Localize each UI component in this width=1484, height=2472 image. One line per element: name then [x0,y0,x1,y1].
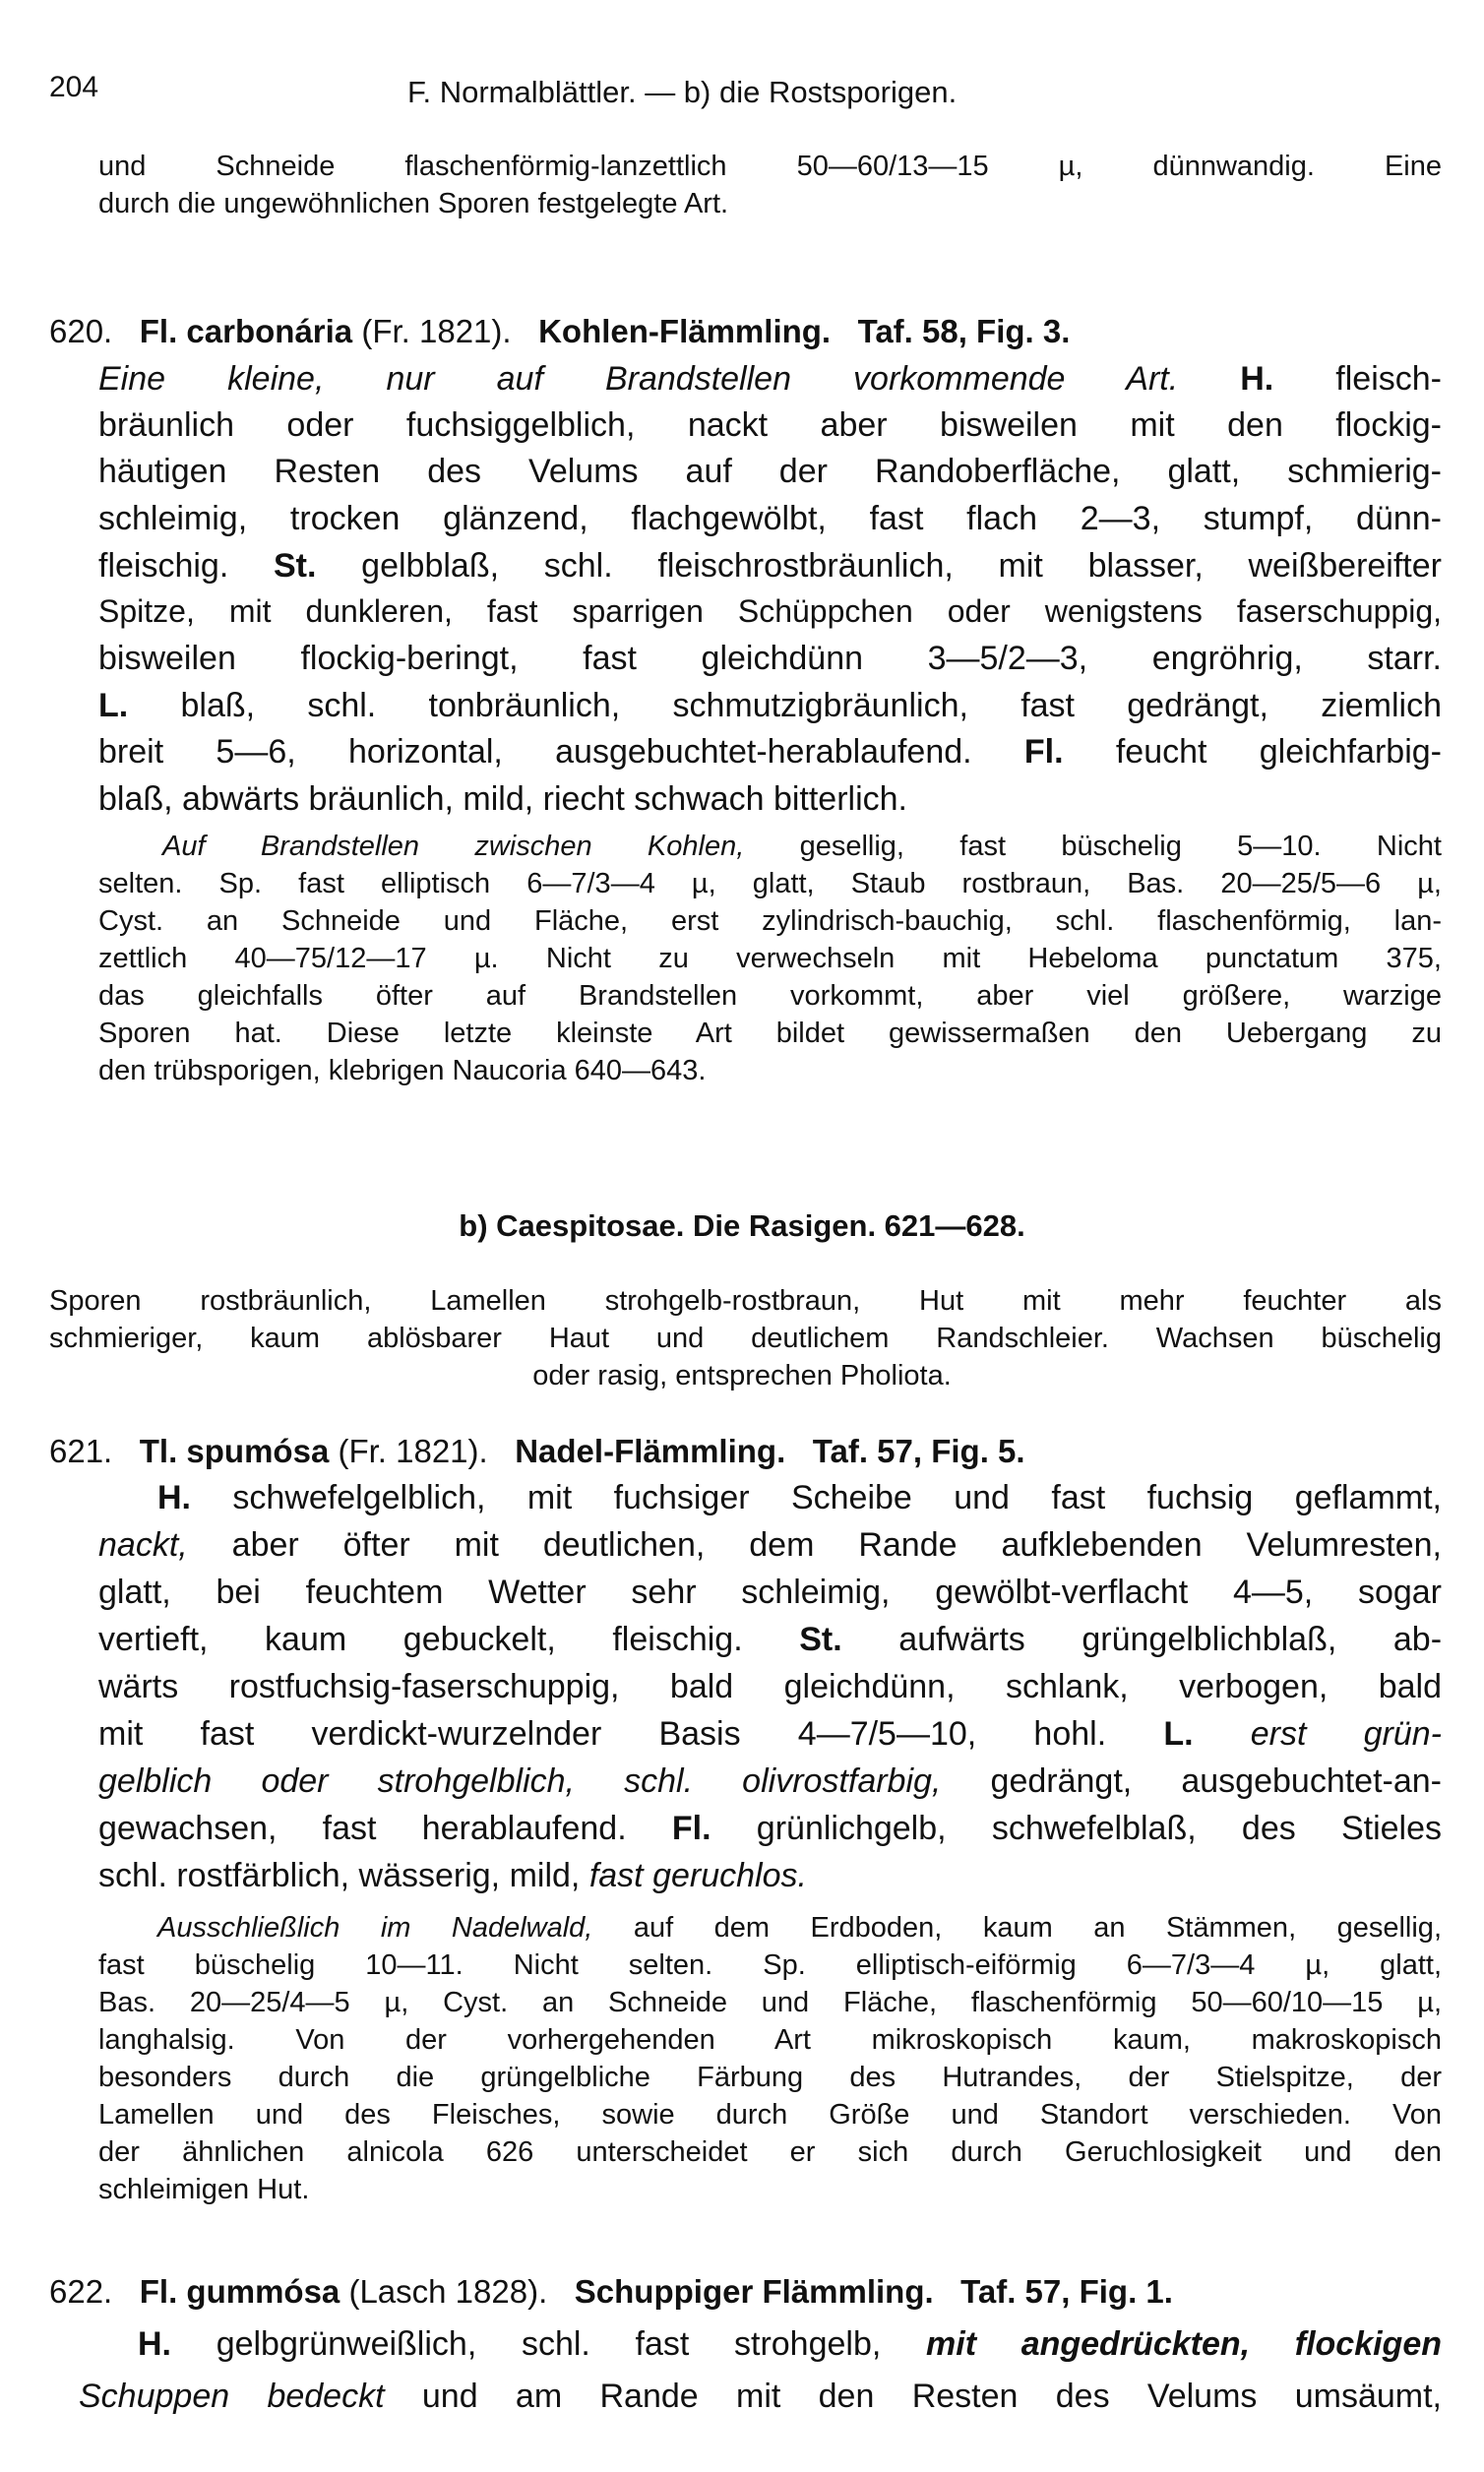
description-line [98,1764,1442,1798]
description-line: häutigen Resten des Velums auf der Randoberfläche, glatt, schmierig- [98,453,1442,490]
note-line: Bas. 20—25/4—5 µ, Cyst. an Schneide und Fläche, flaschenförmig 50—60/10—15 µ, [98,1987,1442,2018]
note-line: das gleichfalls öfter auf Brandstellen vorkommt, aber viel größere, warzige [98,980,1442,1012]
text: fleischig. [98,547,229,585]
description-line: Spitze, mit dunkleren, fast sparrigen Schüppchen oder wenigstens faserschuppig, [98,593,1442,629]
description-line: blaß, abwärts bräunlich, mild, riecht schwach bitterlich. [98,780,907,818]
authority: (Fr. 1821). [361,313,512,349]
species-name: spumósa [186,1433,330,1469]
note-line: besonders durch die grüngelbliche Färbung des Hutrandes, der Stielspitze, der [98,2062,1442,2093]
description-line [98,1717,1442,1751]
italic-phrase: Auf Brandstellen zwischen Kohlen, [162,831,745,862]
note-line: Lamellen und des Fleisches, sowie durch Größe und Standort verschieden. Von [98,2099,1442,2131]
key-label: Fl. [671,1810,711,1847]
note-line: langhalsig. Von der vorhergehenden Art mikroskopisch kaum, makroskopisch [98,2024,1442,2056]
description-line [98,1623,1442,1656]
text: breit 5—6, horizontal, ausgebuchtet-herablaufend. [98,733,972,771]
description-line: glatt, bei feuchtem Wetter sehr schleimig, gewölbt-verflacht 4—5, sogar [98,1574,1442,1611]
plate-reference: Taf. 58, Fig. 3. [857,313,1071,349]
italic-phrase: fast geruchlos. [588,1857,807,1894]
text: gewachsen, fast herablaufend. [98,1810,627,1847]
key-label: St. [274,547,317,585]
text: und am Rande mit den Resten des Velums umsäumt, [421,2378,1442,2415]
common-name: Nadel-Flämmling. [515,1433,786,1469]
note-line: selten. Sp. fast elliptisch 6—7/3—4 µ, glatt, Staub rostbraun, Bas. 20—25/5—6 µ, [98,868,1442,899]
note-line: fast büschelig 10—11. Nicht selten. Sp. elliptisch-eiförmig 6—7/3—4 µ, glatt, [98,1949,1442,1981]
note-line: Cyst. an Schneide und Fläche, erst zylindrisch-bauchig, schl. flaschenförmig, lan- [98,905,1442,937]
text: vertieft, kaum gebuckelt, fleischig. [98,1621,743,1658]
note-line [157,1914,1442,1943]
note-line: der ähnlichen alnicola 626 unterscheidet er sich durch Geruchlosigkeit und den [98,2136,1442,2168]
continuation-line: und Schneide flaschenförmig-lanzettlich 50—60/13—15 µ, dünnwandig. Eine [98,151,1442,182]
section-title: b) Caespitosae. Die Rasigen. 621—628. [459,1208,1025,1243]
text: mit fast verdickt-wurzelnder Basis 4—7/5—10, hohl. [98,1715,1107,1753]
italic-phrase: Ausschließlich im Nadelwald, [157,1912,593,1944]
plate-reference: Taf. 57, Fig. 1. [960,2273,1173,2310]
description-line [138,2327,1442,2361]
authority: (Lasch 1828). [348,2273,548,2310]
text: grünlichgelb, schwefelblaß, des Stieles [756,1810,1442,1847]
text: gedrängt, ausgebuchtet-an- [990,1762,1442,1800]
description-line [98,735,1442,769]
italic-phrase: erst grün- [1250,1715,1443,1753]
description-line: bisweilen flockig-beringt, fast gleichdünn 3—5/2—3, engröhrig, starr. [98,640,1442,677]
italic-phrase: Eine kleine, nur auf Brandstellen vorkommende Art. [98,360,1179,398]
text: fleisch- [1335,360,1442,398]
italic-phrase: Schuppen bedeckt [79,2378,385,2415]
note-line: schleimigen Hut. [98,2174,310,2205]
description-line: wärts rostfuchsig-faserschuppig, bald gleichdünn, schlank, verbogen, bald [98,1668,1442,1705]
species-name: carbonária [186,313,353,349]
authority: (Fr. 1821). [338,1433,488,1469]
note-line [162,833,1442,861]
entry-heading-620 [49,313,1070,350]
species-name: gummósa [186,2273,340,2310]
description-line [79,2379,1442,2413]
genus-abbrev: Tl. [139,1433,178,1469]
note-line: Sporen hat. Diese letzte kleinste Art bildet gewissermaßen den Uebergang zu [98,1018,1442,1049]
italic-phrase: nackt, [98,1526,188,1564]
italic-phrase: mit angedrückten, flockigen [926,2325,1443,2363]
description-line [98,1812,1442,1845]
key-label: St. [799,1621,842,1658]
description-line [157,1481,1442,1514]
section-intro-line: schmieriger, kaum ablösbarer Haut und deutlichem Randschleier. Wachsen büschelig [49,1323,1442,1354]
page-number: 204 [49,71,99,103]
section-intro-line: oder rasig, entsprechen Pholiota. [532,1360,952,1391]
entry-heading-622 [49,2273,1173,2311]
entry-heading-621 [49,1433,1025,1470]
common-name: Schuppiger Flämmling. [574,2273,934,2310]
text: schl. rostfärblich, wässerig, mild, [98,1857,581,1894]
note-line: den trübsporigen, klebrigen Naucoria 640—643. [98,1055,707,1086]
description-line: schleimig, trocken glänzend, flachgewölbt, fast flach 2—3, stumpf, dünn- [98,500,1442,537]
text: gelbgrünweißlich, schl. fast strohgelb, [216,2325,882,2363]
note-line: zettlich 40—75/12—17 µ. Nicht zu verwechseln mit Hebeloma punctatum 375, [98,943,1442,974]
entry-number: 621. [49,1433,113,1469]
running-title: F. Normalblättler. — b) die Rostsporigen. [407,75,958,109]
plate-reference: Taf. 57, Fig. 5. [812,1433,1025,1469]
description-line [98,549,1442,583]
description-line [98,689,1442,722]
key-label: L. [98,687,129,724]
text: feucht gleichfarbig- [1115,733,1442,771]
text: gelbblaß, schl. fleischrostbräunlich, mit blasser, weißbereifter [361,547,1442,585]
key-label: H. [157,1479,191,1516]
entry-number: 620. [49,313,113,349]
section-intro-line: Sporen rostbräunlich, Lamellen strohgelb-rostbraun, Hut mit mehr feuchter als [49,1285,1442,1317]
text: gesellig, fast büschelig 5—10. Nicht [799,831,1442,862]
continuation-line: durch die ungewöhnlichen Sporen festgelegte Art. [98,188,729,219]
description-line [98,1859,807,1892]
text: schwefelgelblich, mit fuchsiger Scheibe und fast fuchsig geflammt, [232,1479,1442,1516]
text: auf dem Erdboden, kaum an Stämmen, gesellig, [633,1912,1442,1944]
genus-abbrev: Fl. [139,313,178,349]
entry-number: 622. [49,2273,113,2310]
italic-phrase: gelblich oder strohgelblich, schl. olivrostfarbig, [98,1762,942,1800]
text: blaß, schl. tonbräunlich, schmutzigbräunlich, fast gedrängt, ziemlich [180,687,1442,724]
text: aber öfter mit deutlichen, dem Rande aufklebenden Velumresten, [231,1526,1442,1564]
key-label: L. [1163,1715,1194,1753]
genus-abbrev: Fl. [139,2273,178,2310]
text: aufwärts grüngelblichblaß, ab- [898,1621,1443,1658]
description-line [98,1528,1442,1562]
common-name: Kohlen-Flämmling. [538,313,832,349]
key-label: Fl. [1023,733,1064,771]
key-label: H. [1240,360,1274,398]
description-line [98,362,1442,396]
key-label: H. [138,2325,171,2363]
description-line: bräunlich oder fuchsiggelblich, nackt aber bisweilen mit den flockig- [98,406,1442,444]
